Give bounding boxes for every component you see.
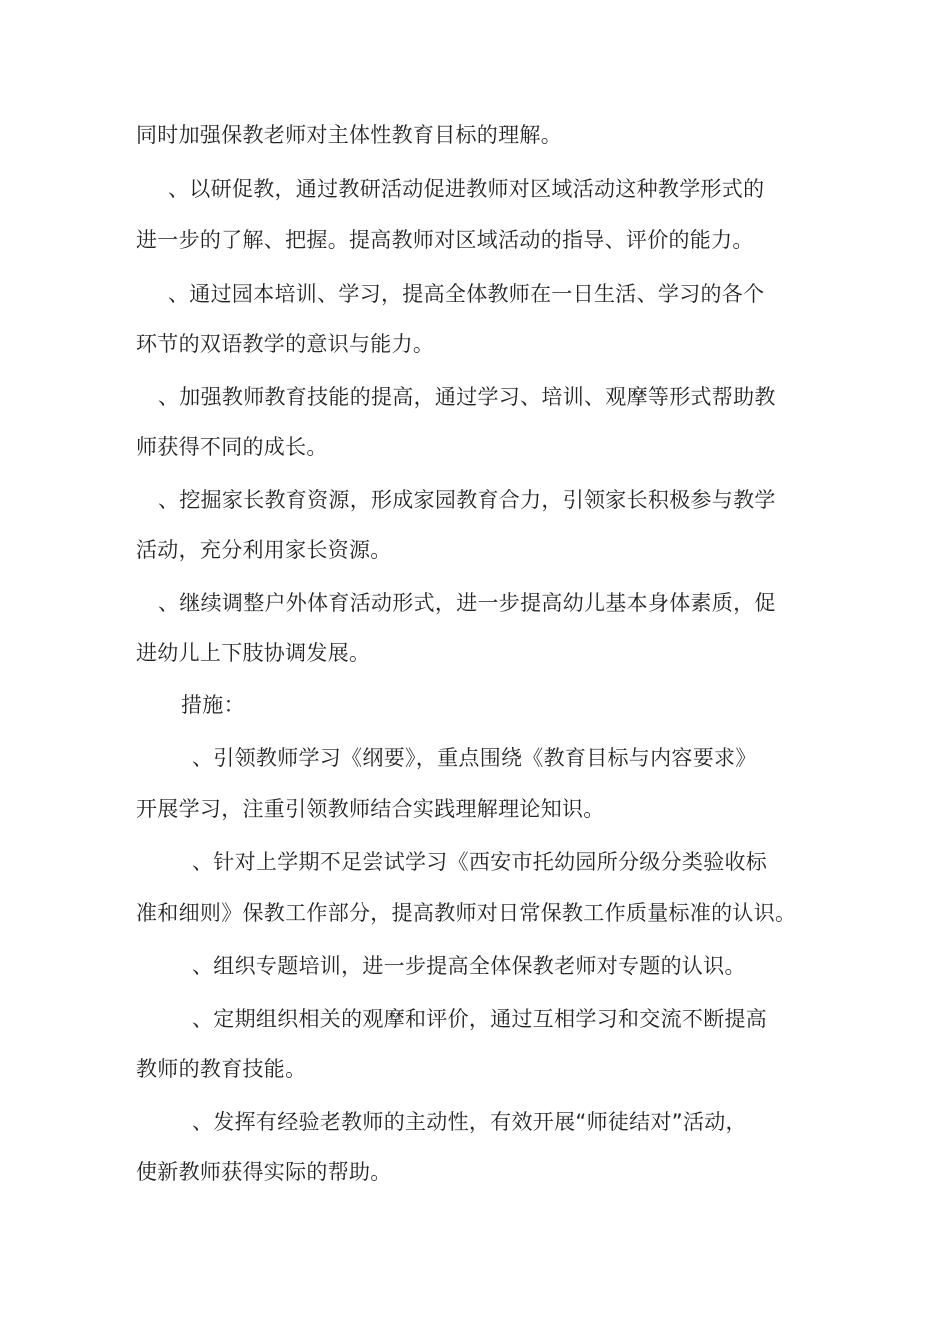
- text-line: 、定期组织相关的观摩和评价，通过互相学习和交流不断提高: [192, 1007, 768, 1031]
- text-line: 准和细则》保教工作部分，提高教师对日常保教工作质量标准的认识。: [136, 901, 797, 925]
- text-line: 开展学习，注重引领教师结合实践理解理论知识。: [136, 797, 605, 821]
- text-line: 环节的双语教学的意识与能力。: [136, 332, 435, 356]
- text-line: 进一步的了解、把握。提高教师对区域活动的指导、评价的能力。: [136, 228, 754, 252]
- text-line: 进幼儿上下肢协调发展。: [136, 641, 371, 665]
- text-line: 、引领教师学习《纲要》，重点围绕《教育目标与内容要求》: [192, 746, 757, 770]
- text-line: 师获得不同的成长。: [136, 435, 328, 459]
- text-line: 使新教师获得实际的帮助。: [136, 1160, 392, 1184]
- text-line: 、组织专题培训，进一步提高全体保教老师对专题的认识。: [192, 954, 746, 978]
- measures-heading: 措施：: [181, 693, 245, 717]
- text-line: 、加强教师教育技能的提高，通过学习、培训、观摩等形式帮助教: [158, 385, 776, 409]
- text-line: 、继续调整户外体育活动形式，进一步提高幼儿基本身体素质，促: [158, 591, 776, 615]
- text-line: 、针对上学期不足尝试学习《西安市托幼园所分级分类验收标: [192, 850, 768, 874]
- text-line: 、发挥有经验老教师的主动性，有效开展“师徒结对”活动，: [192, 1110, 747, 1134]
- text-line: 、通过园本培训、学习，提高全体教师在一日生活、学习的各个: [168, 282, 765, 306]
- text-line: 同时加强保教老师对主体性教育目标的理解。: [136, 123, 562, 147]
- text-line: 、以研促教，通过教研活动促进教师对区域活动这种教学形式的: [168, 177, 765, 201]
- text-line: 活动，充分利用家长资源。: [136, 538, 392, 562]
- text-line: 、挖掘家长教育资源，形成家园教育合力，引领家长积极参与教学: [158, 488, 776, 512]
- text-line: 教师的教育技能。: [136, 1057, 307, 1081]
